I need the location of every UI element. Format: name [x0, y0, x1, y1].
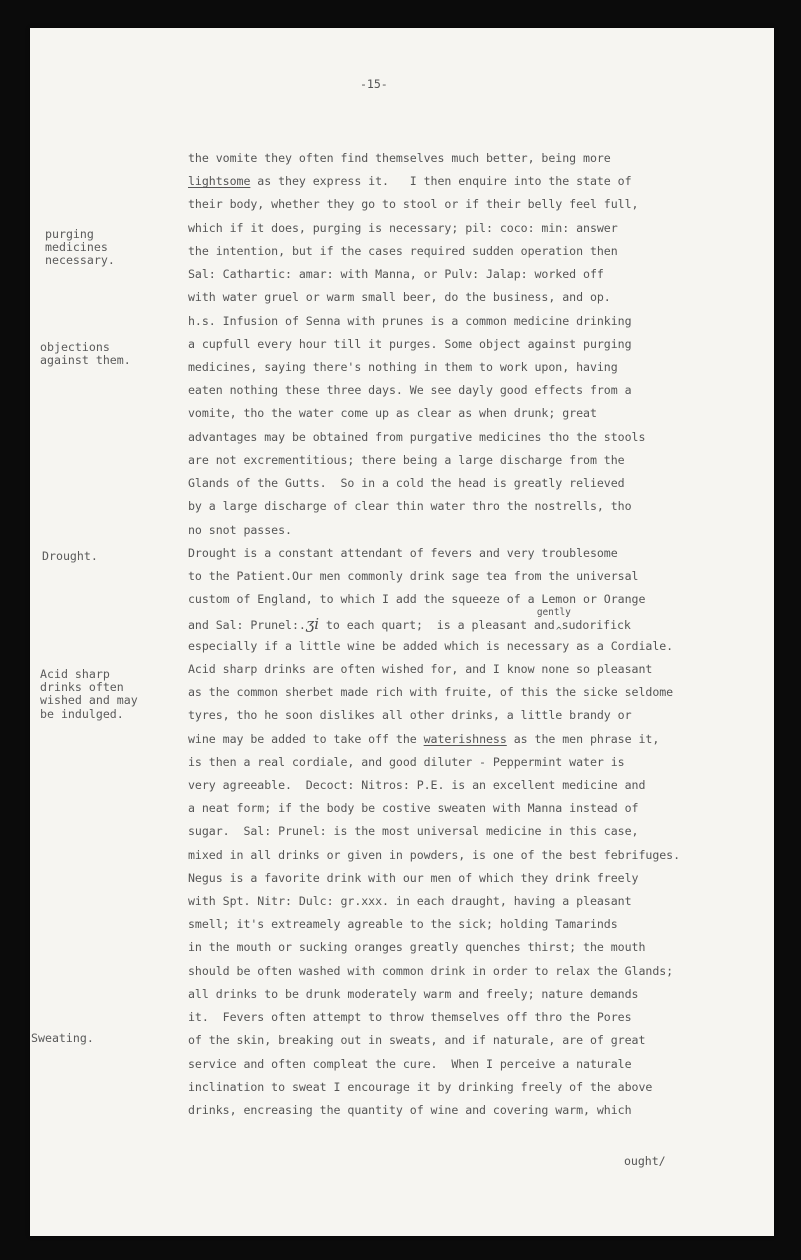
- handwritten-dose: ʒi: [305, 615, 319, 634]
- line-text: and Sal: Prunel:.: [188, 618, 306, 633]
- body-line: mixed in all drinks or given in powders, is one of the best febrifuges.: [188, 847, 681, 862]
- body-line: which if it does, purging is necessary; pil: coco: min: answer: [188, 220, 618, 235]
- body-line: Negus is a favorite drink with our men of which they drink freely: [188, 870, 639, 885]
- body-line: no snot passes.: [188, 522, 292, 537]
- body-line: h.s. Infusion of Senna with prunes is a common medicine drinking: [188, 313, 632, 328]
- body-line: Acid sharp drinks are often wished for, and I know none so pleasant: [188, 661, 653, 676]
- body-line: their body, whether they go to stool or if their belly feel full,: [188, 197, 639, 212]
- body-line: the intention, but if the cases required sudden operation then: [188, 243, 618, 258]
- body-line: vomite, tho the water come up as clear as when drunk; great: [188, 406, 597, 421]
- caret-mark: ^: [555, 626, 562, 638]
- body-line: medicines, saying there's nothing in them to work upon, having: [188, 359, 618, 374]
- body-line: Drought is a constant attendant of fevers and very troublesome: [188, 545, 618, 560]
- body-line: to the Patient.Our men commonly drink sage tea from the universal: [188, 568, 639, 583]
- body-line: with water gruel or warm small beer, do the business, and op.: [188, 290, 611, 305]
- body-line: [188, 607, 631, 638]
- body-line: in the mouth or sucking oranges greatly quenches thirst; the mouth: [188, 940, 646, 955]
- body-line: Sal: Cathartic: amar: with Manna, or Pulv: Jalap: worked off: [188, 267, 604, 282]
- margin-note-acid: Acid sharp drinks often wished and may be indulged.: [40, 667, 138, 721]
- body-line: [188, 176, 632, 188]
- body-line: is then a real cordiale, and good diluter - Peppermint water is: [188, 754, 625, 769]
- body-line: [188, 731, 660, 746]
- line-text: and: [533, 618, 555, 633]
- line-text: wine may be added to take off the: [188, 731, 424, 746]
- margin-note-drought: Drought.: [42, 549, 98, 563]
- body-line: advantages may be obtained from purgative medicines tho the stools: [188, 429, 646, 444]
- body-line: a cupfull every hour till it purges. Some object against purging: [188, 336, 632, 351]
- catchword: ought/: [624, 1154, 666, 1168]
- body-line: eaten nothing these three days. We see dayly good effects from a: [188, 383, 632, 398]
- underlined-word: lightsome: [188, 174, 251, 189]
- body-line: the vomite they often find themselves much better, being more: [188, 151, 611, 165]
- page-number: -15-: [360, 77, 388, 91]
- body-line: should be often washed with common drink in order to relax the Glands;: [188, 963, 674, 978]
- body-line: Glands of the Gutts. So in a cold the head is greatly relieved: [188, 476, 625, 491]
- body-line: as the common sherbet made rich with fruite, of this the sicke seldome: [188, 685, 674, 700]
- body-line: especially if a little wine be added which is necessary as a Cordiale.: [188, 638, 674, 653]
- margin-note-objections: objections against them.: [40, 340, 131, 368]
- insertion-point: [533, 607, 571, 638]
- line-text: sudorifick: [561, 618, 631, 633]
- inserted-word: gently: [536, 607, 571, 619]
- line-text: as they express it. I then enquire into the state of: [250, 174, 632, 189]
- body-line: smell; it's extreamely agreable to the sick; holding Tamarinds: [188, 917, 618, 932]
- body-line: inclination to sweat I encourage it by drinking freely of the above: [188, 1079, 653, 1094]
- body-line: with Spt. Nitr: Dulc: gr.xxx. in each draught, having a pleasant: [188, 894, 632, 909]
- margin-note-purging: purging medicines necessary.: [45, 227, 115, 268]
- body-line: all drinks to be drunk moderately warm and freely; nature demands: [188, 986, 639, 1001]
- body-line: very agreeable. Decoct: Nitros: P.E. is an excellent medicine and: [188, 777, 646, 792]
- body-line: are not excrementitious; there being a large discharge from the: [188, 452, 625, 467]
- body-line: custom of England, to which I add the squeeze of a Lemon or Orange: [188, 592, 646, 607]
- body-line: sugar. Sal: Prunel: is the most universal medicine in this case,: [188, 824, 639, 839]
- body-line: tyres, tho he soon dislikes all other drinks, a little brandy or: [188, 708, 632, 723]
- body-line: of the skin, breaking out in sweats, and if naturale, are of great: [188, 1033, 646, 1048]
- body-line: a neat form; if the body be costive sweaten with Manna instead of: [188, 801, 639, 816]
- margin-note-sweating: Sweating.: [31, 1031, 94, 1045]
- body-line: it. Fevers often attempt to throw themselves off thro the Pores: [188, 1010, 632, 1025]
- body-line: drinks, encreasing the quantity of wine and covering warm, which: [188, 1103, 632, 1118]
- underlined-word: waterishness: [423, 731, 507, 746]
- body-line: by a large discharge of clear thin water thro the nostrells, tho: [188, 499, 632, 514]
- body-line: service and often compleat the cure. When I perceive a naturale: [188, 1056, 632, 1071]
- line-text: to each quart; is a pleasant: [318, 618, 534, 633]
- line-text: as the men phrase it,: [506, 731, 660, 746]
- document-page: [30, 28, 774, 1236]
